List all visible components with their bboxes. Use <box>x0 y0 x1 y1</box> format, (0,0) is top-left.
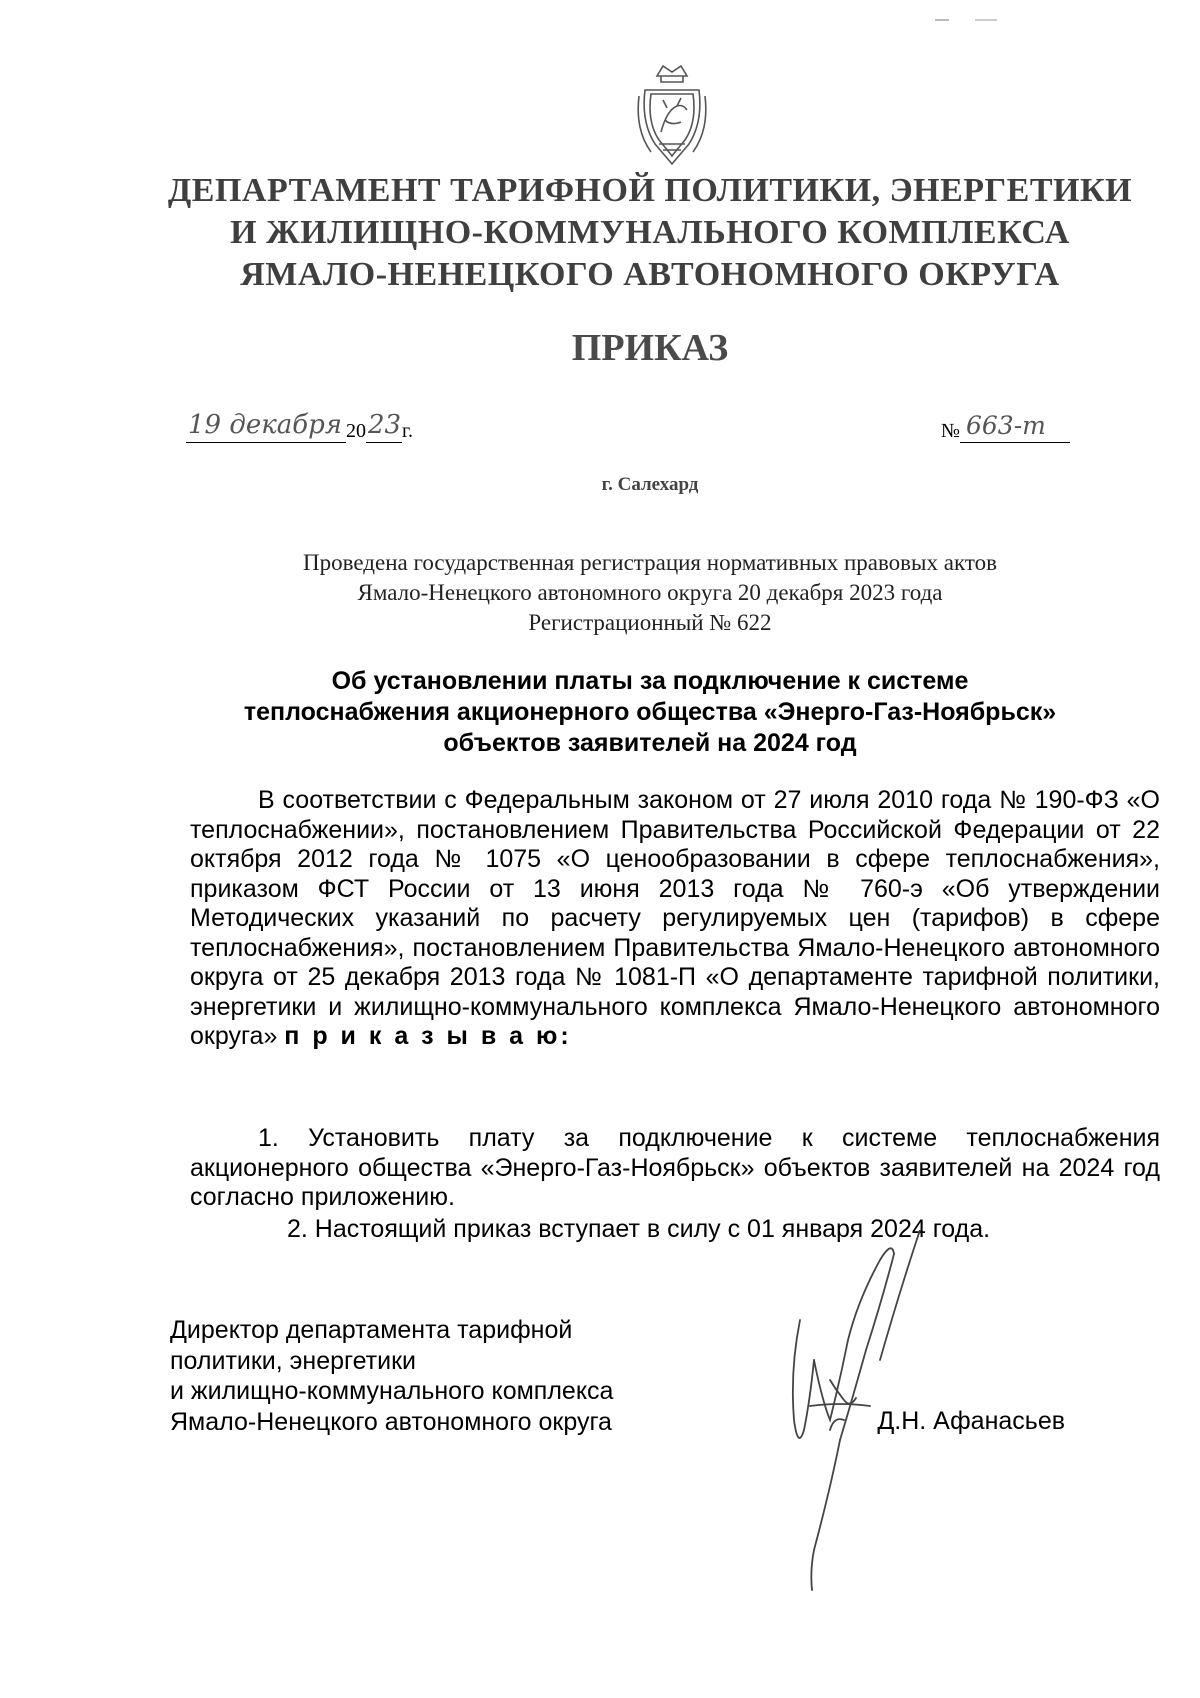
position-line-2: политики, энергетики <box>170 1346 416 1375</box>
registration-line-3: Регистрационный № 622 <box>528 610 772 635</box>
item-2: 2. Настоящий приказ вступает в силу с 01 января 2024 года. <box>287 1215 991 1243</box>
title-line-3: объектов заявителей на 2024 год <box>443 729 857 757</box>
preamble-paragraph <box>190 786 1160 1052</box>
city: г. Салехард <box>601 474 699 495</box>
preamble-text: В соответствии с Федеральным законом от 27 июля 2010 года № 190-ФЗ «О теплоснабжении», постановлением Правительства Российской Федерации от 22 октября 2012 года № 1075 «О ценообразовании в сфере теплоснабжения», приказом ФСТ России от 13 июня 2013 года № 760-э «Об утверждении Методических указаний по расчету регулируемых цен (тарифов) в сфере теплоснабжения», постановлением Правительства Ямало-Ненецкого автономного округа от 25 декабря 2013 года № 1081-П «О департаменте тарифной политики, энергетики и жилищно-коммунального комплекса Ямало-Ненецкого автономного округа» <box>190 786 1160 1050</box>
item-1: 1. Установить плату за подключение к системе теплоснабжения акционерного общества «Энерго-Газ-Ноябрьск» объектов заявителей на 2024 год согласно приложению. <box>190 1124 1160 1211</box>
year-suffix: 23 <box>368 410 402 440</box>
title-line-1: Об установлении платы за подключение к системе <box>331 667 969 695</box>
signatory-position <box>170 1315 613 1437</box>
position-line-3: и жилищно-коммунального комплекса <box>170 1377 614 1405</box>
document-title <box>150 666 1150 759</box>
handwritten-signature-icon <box>770 1230 970 1600</box>
title-line-2: теплоснабжения акционерного общества «Энерго-Газ-Ноябрьск» <box>243 698 1057 726</box>
department-line-1: ДЕПАРТАМЕНТ ТАРИФНОЙ ПОЛИТИКИ, ЭНЕРГЕТИКИ <box>167 172 1133 209</box>
department-line-3: ЯМАЛО-НЕНЕЦКОГО АВТОНОМНОГО ОКРУГА <box>240 256 1060 293</box>
date-day: 19 <box>188 410 222 440</box>
registration-line-1: Проведена государственная регистрация нормативных правовых актов <box>303 550 997 575</box>
year-prefix: 20 <box>346 420 366 442</box>
number-prefix: № <box>940 420 960 442</box>
registration-note <box>150 548 1150 638</box>
position-line-1: Директор департамента тарифной <box>170 1316 573 1344</box>
coat-of-arms-icon <box>637 60 707 168</box>
order-word: п р и к а з ы в а ю: <box>284 1022 572 1050</box>
registration-line-2: Ямало-Ненецкого автономного округа 20 декабря 2023 года <box>357 580 943 605</box>
department-line-2: И ЖИЛИЩНО-КОММУНАЛЬНОГО КОМПЛЕКСА <box>230 214 1070 251</box>
date-month: декабря <box>229 410 342 440</box>
date-line <box>186 410 413 443</box>
year-unit: г. <box>402 420 413 442</box>
scan-mark <box>935 18 1015 22</box>
signatory-name: Д.Н. Афанасьев <box>877 1407 1065 1435</box>
position-line-4: Ямало-Ненецкого автономного округа <box>170 1407 612 1436</box>
number-value: 663-т <box>966 411 1046 440</box>
number-line <box>940 411 1070 443</box>
document-type: ПРИКАЗ <box>571 327 729 369</box>
department-header <box>150 170 1150 296</box>
